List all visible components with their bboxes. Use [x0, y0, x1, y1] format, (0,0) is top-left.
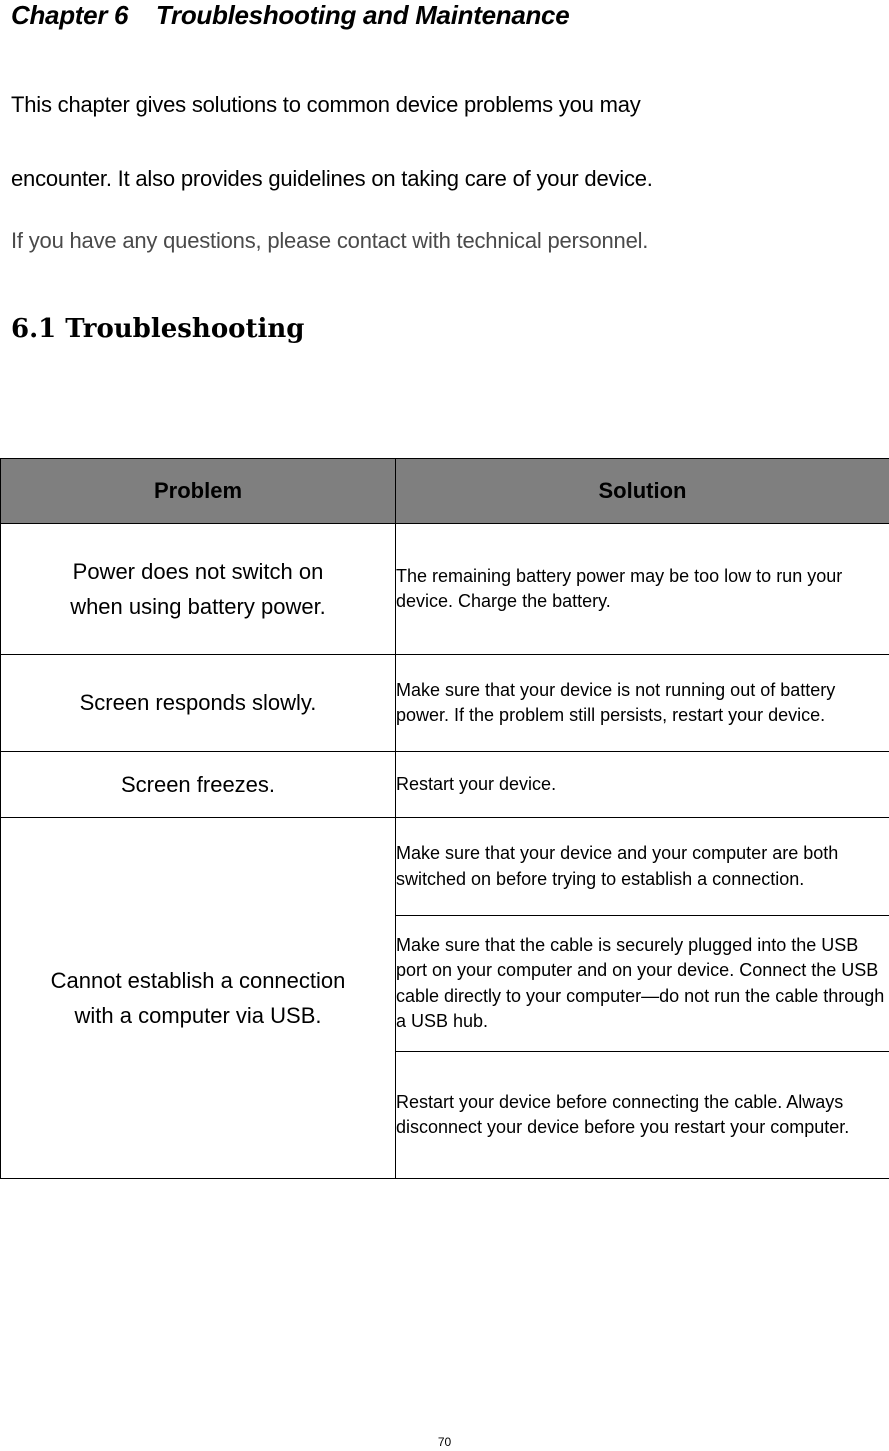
chapter-title: Chapter 6 Troubleshooting and Maintenance: [11, 0, 570, 30]
table-header-row: [1, 459, 889, 524]
problem-text: Power does not switch on: [72, 558, 324, 584]
solution-cell: Make sure that your device is not running out of battery power. If the problem still persists, restart your device.: [396, 655, 889, 752]
solution-cell: Restart your device before connecting the cable. Always disconnect your device before you restart your computer.: [396, 1052, 889, 1179]
problem-text: Screen freezes.: [120, 771, 276, 797]
solution-column-header: Solution: [396, 459, 889, 524]
table-row: [1, 818, 889, 916]
problem-cell: [1, 752, 396, 818]
table-row: [1, 524, 889, 655]
solution-cell: Make sure that the cable is securely plugged into the USB port on your computer and on your device. Connect the USB cable directly to your computer—do not run the cable through a USB hub.: [396, 916, 889, 1052]
problem-text: when using battery power.: [70, 594, 326, 619]
problem-cell: [1, 655, 396, 752]
problem-column-header: Problem: [1, 459, 396, 524]
section-title: 6.1 Troubleshooting: [11, 314, 305, 344]
problem-text: Screen responds slowly.: [79, 690, 317, 716]
page-number: 70: [437, 1435, 452, 1449]
problem-text: with a computer via USB.: [74, 1003, 322, 1028]
solution-cell: Make sure that your device and your computer are both switched on before trying to establish a connection.: [396, 818, 889, 916]
contact-note: If you have any questions, please contact with technical personnel.: [11, 228, 649, 253]
problem-text: Cannot establish a connection: [50, 967, 346, 993]
solution-cell: The remaining battery power may be too low to run your device. Charge the battery.: [396, 524, 889, 655]
intro-text-line-1: This chapter gives solutions to common device problems you may: [11, 92, 641, 117]
problem-cell: [1, 524, 396, 655]
troubleshooting-table: [0, 458, 889, 1179]
solution-cell: Restart your device.: [396, 752, 889, 818]
intro-text-line-2: encounter. It also provides guidelines on taking care of your device.: [11, 166, 653, 191]
table-row: [1, 655, 889, 752]
table-row: [1, 752, 889, 818]
problem-cell: [1, 818, 396, 1179]
